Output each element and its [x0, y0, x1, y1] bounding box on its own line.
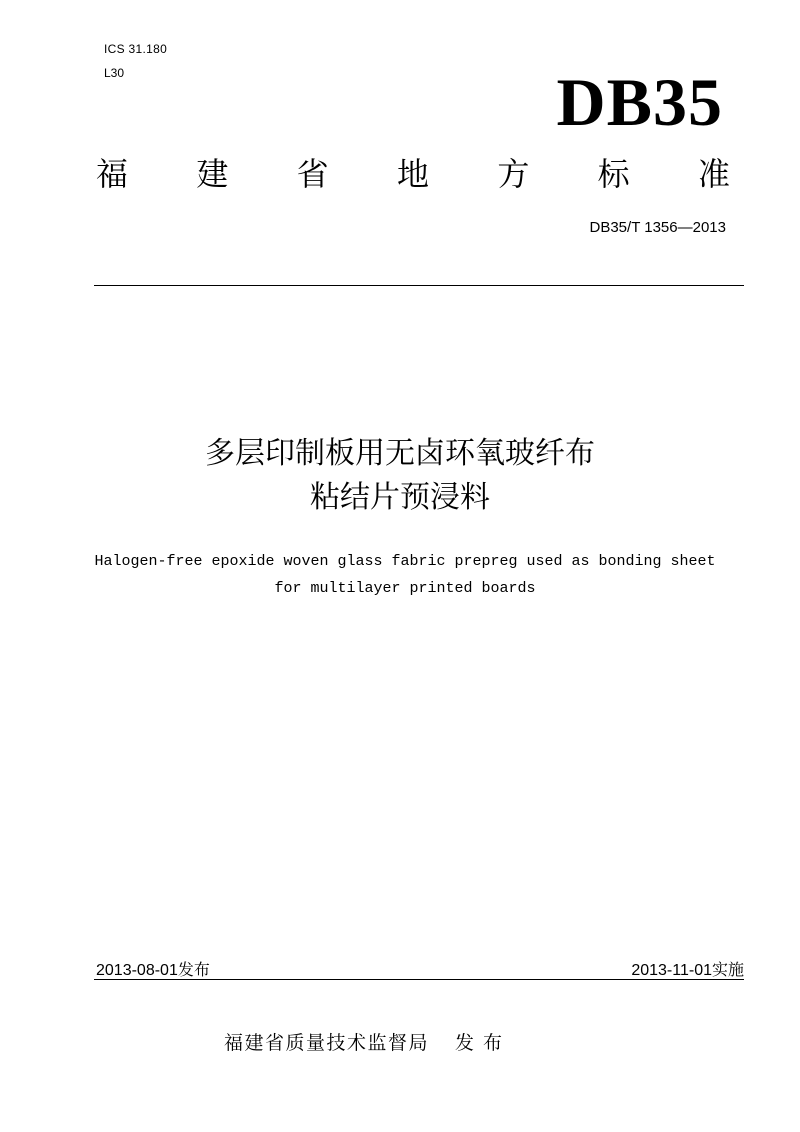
- issue-date: 2013-08-01发布: [96, 962, 210, 979]
- ics-code: ICS 31.180: [104, 42, 168, 56]
- bottom-divider: [94, 979, 744, 980]
- english-title: [0, 548, 800, 602]
- standard-type-char: 方: [497, 155, 530, 193]
- standard-type-heading: [96, 152, 730, 196]
- standard-type-char: 准: [697, 155, 730, 193]
- standard-type-char: 标: [597, 155, 630, 193]
- publisher: [224, 1030, 504, 1056]
- publisher-action: 发 布: [455, 1032, 504, 1054]
- standard-type-char: 建: [196, 155, 229, 193]
- english-title-line: Halogen-free epoxide woven glass fabric prepreg used as bonding sheet: [94, 553, 716, 570]
- chinese-title: [0, 432, 800, 520]
- classification-code: L30: [104, 66, 125, 80]
- standard-type-char: 省: [296, 155, 329, 193]
- implementation-date: 2013-11-01实施: [631, 962, 744, 979]
- chinese-title-line: 多层印制板用无卤环氧玻纤布: [205, 436, 595, 471]
- standard-type-char: 福: [96, 155, 129, 193]
- chinese-title-line: 粘结片预浸料: [310, 480, 490, 515]
- publisher-name: 福建省质量技术监督局: [224, 1032, 430, 1054]
- top-divider: [94, 285, 744, 286]
- standard-type-char: 地: [396, 155, 429, 193]
- english-title-line: for multilayer printed boards: [274, 580, 536, 597]
- standard-logo: DB35: [556, 64, 723, 140]
- standard-number: DB35/T 1356—2013: [589, 219, 726, 236]
